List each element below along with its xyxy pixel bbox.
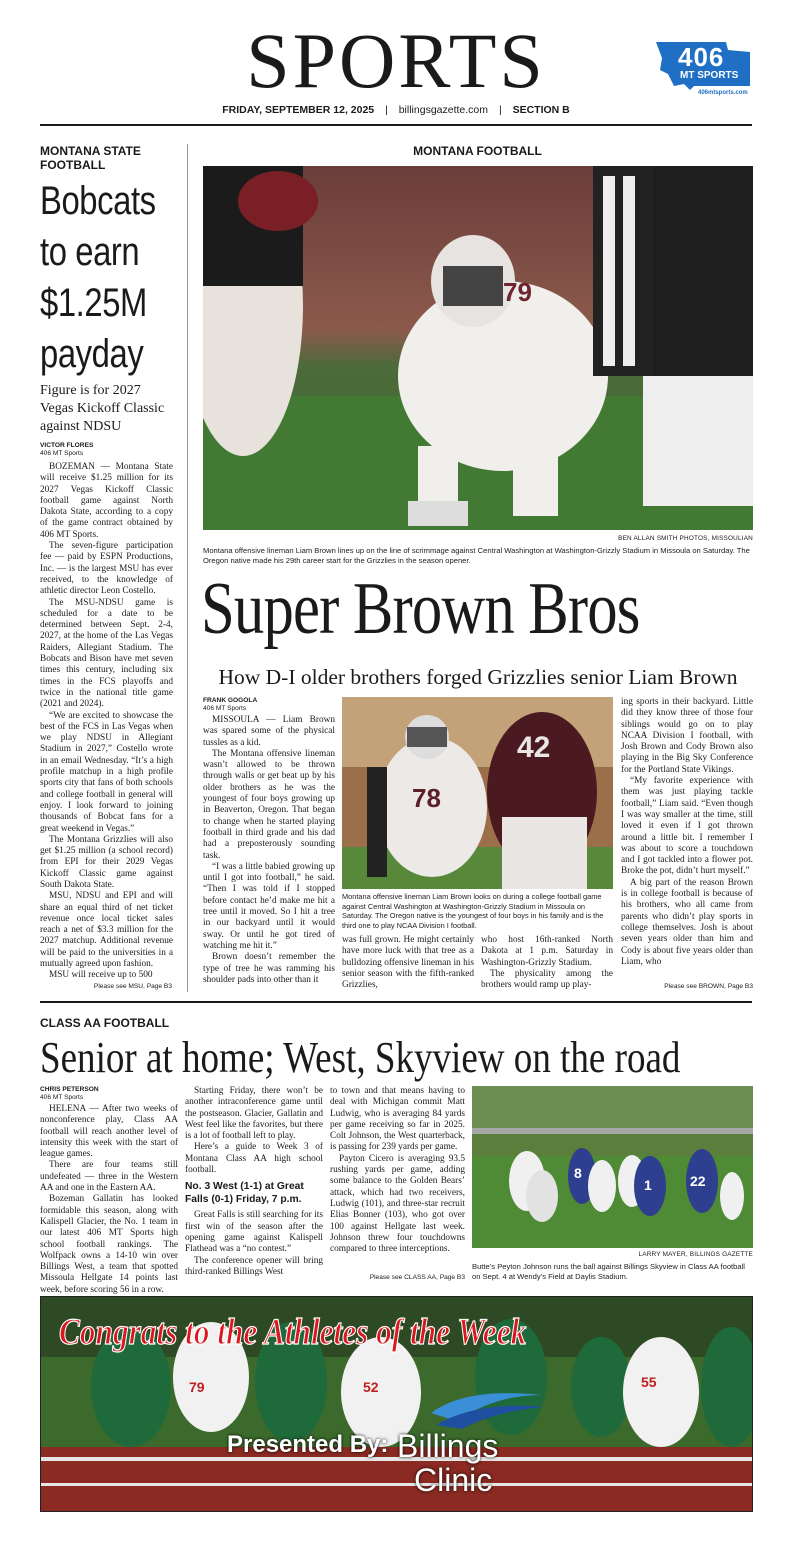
- paragraph: The physicality among the brothers would ramp up play-: [481, 968, 613, 991]
- main-headline: Super Brown Bros: [201, 568, 640, 650]
- paragraph: Bozeman Gallatin has looked formidable this season, along with Kalispell Glacier, the No. 1 team in our latest 406 MT Sports high school football rankings. The Wolfpack owns a 14-10 win over Billings West, a team that spotted Missoula Hellgate 14 points last week, before scoring 56 in a row.: [40, 1194, 178, 1295]
- column-rule: [187, 144, 188, 992]
- story-body-col1: [203, 715, 335, 986]
- logo-label: MT SPORTS: [680, 70, 739, 81]
- aa-photo: [472, 1086, 753, 1248]
- headline-line: Bobcats: [40, 179, 156, 223]
- paragraph: The conference opener will bring third-ranked Billings West: [185, 1255, 323, 1277]
- paragraph: The Montana offensive lineman wasn’t allowed to be thrown through walls or get beat up by his older brothers as he was the youngest of four boys growing up in Beaverton, Oregon. That began to change when he started playing football in third grade and his dad had a preposterously sounding task.: [203, 748, 335, 861]
- paragraph: MSU will receive up to 500: [49, 970, 153, 981]
- issue-date: FRIDAY, SEPTEMBER 12, 2025: [222, 104, 375, 116]
- main-kicker: MONTANA FOOTBALL: [413, 144, 542, 158]
- logo-number: 406: [678, 42, 725, 72]
- aa-body-col3: [330, 1086, 465, 1255]
- sideline-photo: [342, 697, 613, 889]
- story-deck: Figure is for 2027 Vegas Kickoff Classic against NDSU: [40, 383, 165, 434]
- lineman-photo: [203, 166, 753, 530]
- paragraph: “We are excited to showcase the best of the FCS in Las Vegas when we play NDSU in Allegiant Stadium in 2027,” Costello wrote in an email Wednesday. “It’s a high profile matchup in a high profile sports city that fans of both schools and college football in general will enjoy. I look forward to joining thousands of Bobcat fans for a great weekend in Vegas.”: [40, 710, 173, 834]
- main-deck: How D-I older brothers forged Grizzlies senior Liam Brown: [218, 665, 738, 689]
- masthead-dateline: [140, 104, 652, 116]
- paragraph: Payton Cicero is averaging 93.5 rushing yards per game, adding some balance to the Golden Bears’ attack, which had two receivers, Ludwig (101), and three-star recruit Elias Bonner (103), who got over 100 against Hellgate last week. Johnson threw four touchdowns compared to three interceptions.: [330, 1153, 465, 1255]
- photo-caption: Montana offensive lineman Liam Brown lines up on the line of scrimmage against Central Washington at Washington-Grizzly Stadium in Missoula on Saturday. The Oregon native made his 29th career start for the Grizzlies in the season opener.: [203, 546, 750, 565]
- story-kicker: MONTANA STATE FOOTBALL: [40, 144, 141, 172]
- 406-logo[interactable]: [654, 40, 752, 96]
- main-photo: [203, 166, 753, 530]
- byline-author: FRANK GOGOLA: [203, 697, 258, 704]
- headline-line: payday: [40, 332, 144, 376]
- jersey-number: 78: [412, 783, 441, 813]
- jersey-number: 79: [503, 277, 532, 307]
- ad-presented-by: Presented By:: [227, 1431, 389, 1458]
- site-link[interactable]: billingsgazette.com: [398, 104, 489, 116]
- athletes-of-the-week-ad[interactable]: [40, 1296, 753, 1512]
- jersey-number: 55: [641, 1374, 657, 1390]
- byline-outlet: 406 MT Sports: [40, 1094, 84, 1101]
- paragraph: MISSOULA — Liam Brown was spared some of the physical tussles as a kid.: [203, 715, 335, 748]
- paragraph: who host 16th-ranked North Dakota at 1 p.m. Saturday in Washington-Grizzly Stadium.: [481, 935, 613, 968]
- byline-author: CHRIS PETERSON: [40, 1086, 99, 1093]
- jersey-number: 22: [690, 1173, 706, 1189]
- paragraph: The MSU-NDSU game is scheduled for a date to be determined between Sept. 2-4, 2027, at the home of the Las Vegas Raiders, Allegiant Stadium. The Bobcats and Bison have met seven times this century, including six times in the FCS playoffs and twice in the national title game (2021 and 2024).: [40, 597, 173, 710]
- logo-site: 406mtsports.com: [698, 90, 748, 96]
- paragraph: BOZEMAN — Montana State will receive $1.25 million for its 2027 Vegas Kickoff Classic football game against North Dakota State, according to a copy of the game contract obtained by 406 MT Sports.: [40, 462, 173, 540]
- paragraph: Here’s a guide to Week 3 of Montana Class AA high school football.: [185, 1142, 323, 1176]
- jersey-number: 52: [363, 1379, 379, 1395]
- byline: [203, 697, 257, 713]
- paragraph: “My favorite experience with them was just playing tackle football,” Liam said. “Even though I was way smaller at the time, still loved it even if I got thrown around a little bit. I remember I was about to score a touchdown and I got tackled into a flower pot. Broke the pot, didn’t hurt myself.”: [621, 776, 753, 877]
- paragraph: Starting Friday, there won’t be another intraconference game until the postseason. Glacier, Gallatin and West feel like the favorites, but there is a lot of football left to play.: [185, 1086, 323, 1142]
- paragraph: The Montana Grizzlies will also get $1.25 million (a school record) from EPI for their 2029 Vegas Kickoff Classic game against South Dakota State.: [40, 834, 173, 890]
- separator: |: [385, 104, 388, 116]
- paragraph: A big part of the reason Brown is in college football is because of his brothers, who all came from parents who didn’t play sports in college themselves. Josh is about seven years older than him and Cody is about five years older than Liam, who: [621, 877, 753, 967]
- byline-outlet: 406 MT Sports: [40, 450, 84, 457]
- paragraph: Great Falls is still searching for its first win of the season after the opening game against Kalispell Flathead was a “no contest.”: [185, 1210, 323, 1255]
- masthead-title: SPORTS: [246, 17, 546, 104]
- ad-sponsor: Billings: [397, 1428, 499, 1464]
- photo-credit: LARRY MAYER, BILLINGS GAZETTE: [638, 1251, 753, 1258]
- billings-clinic-logo-icon: [426, 1385, 546, 1431]
- story-body-col2: [342, 935, 474, 991]
- photo-caption: Butte’s Peyton Johnson runs the ball against Billings Skyview in Class AA football on Sept. 4 at Wendy’s Field at Daylis Stadium.: [472, 1262, 745, 1281]
- jersey-number: 42: [517, 731, 551, 764]
- butte-skyview-photo: [472, 1086, 753, 1248]
- section-label: SECTION B: [512, 104, 570, 116]
- story-body-col4: [621, 697, 753, 968]
- paragraph: Brown doesn’t remember the type of tree he was ramming his shoulder pads into other than it: [203, 952, 335, 985]
- section-rule: [40, 1001, 752, 1003]
- paragraph: The seven-figure participation fee — paid by ESPN Productions, Inc. — is the largest MSU has ever received, to the knowledge of athletic director Leon Costello.: [40, 541, 173, 597]
- paragraph: to town and that means having to deal with Michigan commit Matt Ludwig, who is averaging 84 yards per game receiving so far in 2025. Colt Johnson, the West quarterback, is passing for 239 yards per game.: [330, 1086, 465, 1153]
- byline: [40, 442, 180, 458]
- separator: |: [498, 104, 502, 116]
- ad-title: Congrats to the Athletes of the Week: [59, 1312, 527, 1353]
- story-headline: [40, 176, 180, 380]
- headline-line: to earn: [40, 230, 140, 274]
- byline-author: VICTOR FLORES: [40, 442, 94, 449]
- masthead: [0, 0, 792, 124]
- jersey-number: 1: [644, 1177, 652, 1193]
- story-body-col3: [481, 935, 613, 991]
- paragraph: MSU, NDSU and EPI and will share an equal third of net ticket revenue once local ticket sales reach a net of $3.3 million for the 2027 matchup. Additional revenue will be paid to the universities in a mutually agreed upon fashion.: [40, 891, 173, 970]
- aa-headline: Senior at home; West, Skyview on the road: [40, 1033, 681, 1082]
- byline: [40, 1086, 99, 1102]
- left-story: [40, 144, 180, 994]
- jump-link[interactable]: Please see MSU, Page B3: [93, 983, 172, 990]
- jersey-number: 8: [574, 1165, 582, 1181]
- byline-outlet: 406 MT Sports: [203, 705, 247, 712]
- photo-credit: BEN ALLAN SMITH PHOTOS, MISSOULIAN: [618, 535, 753, 542]
- paragraph: HELENA — After two weeks of nonconference play, Class AA football will reach another level of intensity this week with the start of league games.: [40, 1104, 178, 1160]
- ad-sponsor: Clinic: [414, 1462, 493, 1498]
- secondary-photo: [342, 697, 613, 889]
- jump-link[interactable]: Please see CLASS AA, Page B3: [369, 1274, 465, 1281]
- aa-body-col1: [40, 1104, 178, 1296]
- paragraph: was full grown. He might certainly have more luck with that tree as a bulldozing offensive lineman in his senior season with the fifth-ranked Grizzlies,: [342, 935, 474, 991]
- aa-body-col2: [185, 1086, 323, 1278]
- photo-caption: Montana offensive lineman Liam Brown looks on during a college football game against Central Washington at Washington-Grizzly Stadium in Missoula on Saturday. The Oregon native is the youngest of four boys in his family and is the third one to play NCAA Division I football.: [342, 892, 604, 930]
- headline-line: $1.25M: [40, 281, 147, 325]
- paragraph: “I was a little babied growing up until I got into football,” he said. “Then I was told if I stopped before contact he’d make me hit a tree until it moved. So I hit a tree in our backyard until it would sway. Or until he got tired of watching me hit it.”: [203, 861, 335, 951]
- paragraph: ing sports in their backyard. Little did they know three of those four siblings would go on to play NCAA Division I football, with Josh Brown and Cody Brown also playing in the Big Sky Conference for the Portland State Vikings.: [621, 697, 753, 775]
- masthead-rule: [40, 124, 752, 126]
- jump-link[interactable]: Please see BROWN, Page B3: [664, 983, 753, 990]
- aa-subhead: No. 3 West (1-1) at Great Falls (0-1) Friday, 7 p.m.: [185, 1181, 304, 1206]
- aa-kicker: CLASS AA FOOTBALL: [40, 1016, 170, 1030]
- story-body: [40, 462, 173, 982]
- paragraph: There are four teams still undefeated — three in the Western AA and one in the Eastern AA.: [40, 1160, 178, 1194]
- jersey-number: 79: [189, 1379, 205, 1395]
